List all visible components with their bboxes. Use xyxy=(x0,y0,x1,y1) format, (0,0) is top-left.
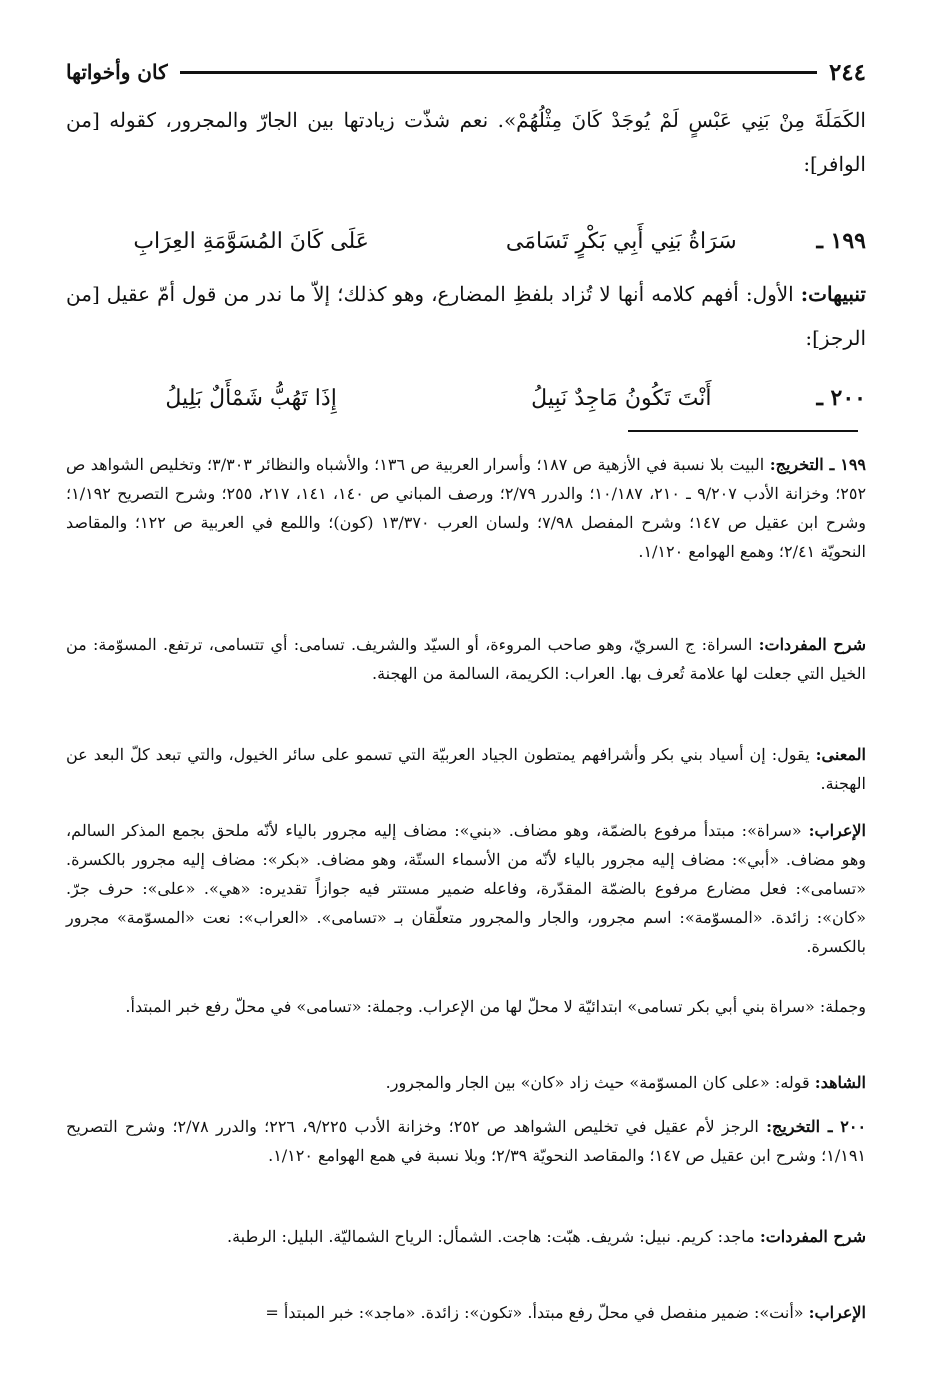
notes-label: تنبيهات: xyxy=(800,282,866,306)
footnote-label: شرح المفردات: xyxy=(758,635,866,654)
verse-second-hemistich: إِذَا تَهُبُّ شَمْأَلٌ بَلِيلُ xyxy=(165,385,337,411)
footnote-vocabulary-200 xyxy=(66,1222,866,1251)
footnote-label: الإعراب: xyxy=(808,1303,866,1322)
verse-number: ١٩٩ ـ xyxy=(816,228,866,254)
footnote-text: قوله: «على كان المسوّمة» حيث زاد «كان» بين الجار والمجرور. xyxy=(385,1073,810,1092)
notes-text: الأول: أفهم كلامه أنها لا تُزاد بلفظِ المضارع، وهو كذلك؛ إلاّ ما ندر من قول أمّ عقيل [من الرجز]: xyxy=(66,282,866,350)
footnote-meaning-199 xyxy=(66,740,866,798)
footnote-text: «أنت»: ضمير منفصل في محلّ رفع مبتدأ. «تكون»: زائدة. «ماجد»: خبر المبتدأ = xyxy=(265,1303,804,1322)
footnote-label: الشاهد: xyxy=(814,1073,866,1092)
body-paragraph: الكَمَلَةَ مِنْ بَنِي عَبْسٍ لَمْ يُوجَدْ كَانَ مِثْلُهُمْ». نعم شذّت زيادتها بين الجارّ والمجرور، كقوله [من الوافر]: xyxy=(66,108,866,176)
footnote-label: الإعراب: xyxy=(808,821,866,840)
verse-199 xyxy=(66,218,866,264)
verse-first-hemistich: أَنْتَ تَكُونُ مَاجِدٌ نَبِيلُ xyxy=(531,385,712,411)
notes-paragraph xyxy=(66,272,866,360)
verse-number: ٢٠٠ ـ xyxy=(816,385,866,411)
footnote-label: شرح المفردات: xyxy=(759,1227,866,1246)
footnote-evidence-199 xyxy=(66,1068,866,1097)
footnote-parsing-199 xyxy=(66,816,866,961)
footnote-sentences-199 xyxy=(66,992,866,1021)
footnote-label: ٢٠٠ ـ التخريج: xyxy=(766,1117,867,1136)
running-title: كان وأخواتها xyxy=(66,60,168,84)
footnote-text: ماجد: كريم. نبيل: شريف. هبّت: هاجت. الشمأل: الرياح الشماليّة. البليل: الرطبة. xyxy=(227,1227,755,1246)
footnote-text: البيت بلا نسبة في الأزهية ص ١٨٧؛ وأسرار العربية ص ١٣٦؛ والأشباه والنظائر ٣/٣٠٣؛ وتخليص الشواهد ص ٢٥٢؛ وخزانة الأدب ٩/٢٠٧ ـ ٢١٠، ١٠/١٨٧؛ والدرر ٢/٧٩؛ ورصف المباني ص ١٤٠، ١٤١، ٢١٧، ٢٥٥؛ وشرح التصريح ١/١٩٢؛ وشرح ابن عقيل ص ١٤٧؛ وشرح المفصل ٧/٩٨؛ ولسان العرب ١٣/٣٧٠ (كون)؛ واللمع في العربية ص ١٢٢؛ والمقاصد النحويّة ٢/٤١؛ وهمع الهوامع ١/١٢٠. xyxy=(66,455,867,561)
footnote-text: يقول: إن أسياد بني بكر وأشرافهم يمتطون الجياد العربيّة التي تسمو على سائر الخيول، والتي تبعد كلّ البعد عن الهجنة. xyxy=(66,745,866,793)
footnote-text: السراة: ج السريّ، وهو صاحب المروءة، أو السيّد والشريف. تسامى: أي تتسامى، ترتفع. المسوّمة: من الخيل التي جعلت لها علامة تُعرف بها. العراب: الكريمة، السالمة من الهجنة. xyxy=(66,635,866,683)
page-number: ٢٤٤ xyxy=(828,58,866,86)
footnote-text: «سراة»: مبتدأ مرفوع بالضمّة، وهو مضاف. «بني»: مضاف إليه مجرور بالياء لأنّه ملحق بجمع المذكر السالم، وهو مضاف. «أبي»: مضاف إليه مجرور بالياء لأنّه من الأسماء الستّة، وهو مضاف. «بكر»: مضاف إليه مجرور بالكسرة. «تسامى»: فعل مضارع مرفوع بالضمّة المقدّرة، وفاعله ضمير مستتر فيه جوازاً تقديره: «هي». «على»: حرف جرّ. «كان»: زائدة. «المسوّمة»: اسم مجرور، والجار والمجرور متعلّقان بـ «تسامى». «العراب»: نعت «المسوّمة» مجرور بالكسرة. xyxy=(66,821,866,956)
verse-first-hemistich: سَرَاةُ بَنِي أَبِي بَكْرٍ تَسَامَى xyxy=(505,228,737,254)
footnote-separator xyxy=(628,430,858,432)
footnote-text: الرجز لأم عقيل في تخليص الشواهد ص ٢٥٢؛ وخزانة الأدب ٩/٢٢٥، ٢٢٦؛ والدرر ٢/٧٨؛ وشرح التصريح ١/١٩١؛ وشرح ابن عقيل ص ١٤٧؛ والمقاصد النحويّة ٢/٣٩؛ وبلا نسبة في همع الهوامع ١/١٢٠. xyxy=(66,1117,866,1165)
footnote-text: وجملة: «سراة بني أبي بكر تسامى» ابتدائيّة لا محلّ لها من الإعراب. وجملة: «تسامى» في محلّ رفع خبر المبتدأ. xyxy=(125,997,866,1016)
footnote-takhrij-199 xyxy=(66,450,866,566)
verse-second-hemistich: عَلَى كَانَ المُسَوَّمَةِ العِرَابِ xyxy=(133,228,369,254)
footnote-parsing-200 xyxy=(66,1298,866,1327)
verse-200 xyxy=(66,375,866,421)
footnote-label: المعنى: xyxy=(815,745,866,764)
footnote-takhrij-200 xyxy=(66,1112,866,1170)
page-header xyxy=(66,50,866,94)
footnote-label: ١٩٩ ـ التخريج: xyxy=(769,455,867,474)
header-rule xyxy=(180,71,817,74)
footnote-vocabulary-199 xyxy=(66,630,866,688)
